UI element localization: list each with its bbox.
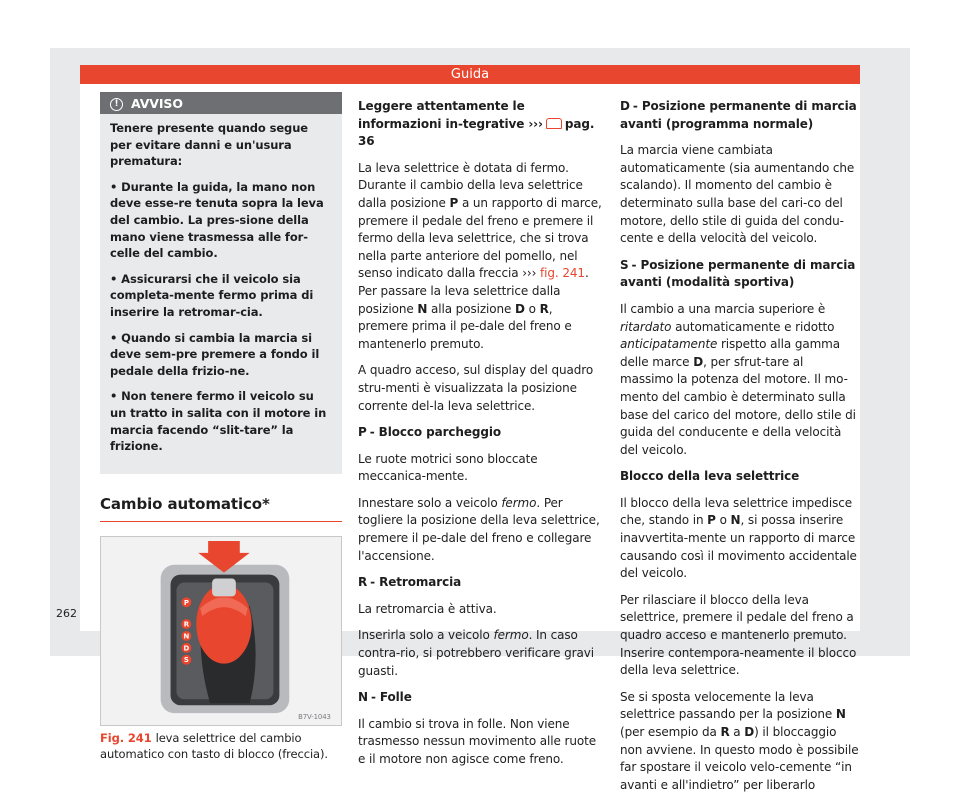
figure-label: Fig. 241: [100, 731, 152, 746]
warning-intro: Tenere presente quando segue per evitare danni e un'usura prematura:: [110, 121, 308, 169]
column-right: [620, 98, 860, 803]
warning-title: AVVISO: [131, 96, 183, 111]
gear-letter: N: [183, 632, 190, 641]
heading-park: P - Blocco parcheggio: [358, 424, 602, 442]
gear-r-glyph: R: [358, 575, 368, 590]
paragraph: Se si sposta velocemente la leva selettrice passando per la posizione N (per esempio da R a D) il bloccaggio non avviene. In questo modo è possibile far spostare il veicolo velo-cemente “in avanti e all'indietro” per liberarlo: [620, 689, 859, 792]
paragraph: Il blocco della leva selettrice impedisce che, stando in P o N, si possa inserire inavvertita-mente un rapporto di marce causando così il movimento accidentale del veicolo.: [620, 495, 857, 581]
warning-header: [100, 94, 342, 114]
gear-letter: P: [183, 599, 189, 608]
paragraph: Innestare solo a veicolo fermo. Per togliere la posizione della leva selettrice, premere il pe-dale del freno e collegare l'accensione.: [358, 495, 600, 563]
heading-reverse: R - Retromarcia: [358, 574, 602, 592]
paragraph: Il cambio si trova in folle. Non viene trasmesso nessun movimento alle ruote e il motore non agisce come freno.: [358, 716, 596, 766]
info-icon: !: [110, 98, 123, 111]
warning-body: [100, 114, 342, 455]
warning-item: • Non tenere fermo il veicolo su un tratto in salita con il motore in marcia facendo “slit-tare” la frizione.: [110, 389, 327, 454]
heading-lever-lock: Blocco della leva selettrice: [620, 469, 800, 484]
gear-p-glyph: P: [358, 425, 367, 440]
gear-letter: R: [183, 620, 189, 629]
paragraph: Per rilasciare il blocco della leva selettrice, premere il pedale del freno a quadro acceso e mantenerlo premuto. Inserire contempora-neamente il blocco della leva selettrice.: [620, 592, 857, 678]
paragraph: Le ruote motrici sono bloccate meccanica-mente.: [358, 451, 538, 484]
book-icon: [546, 118, 562, 129]
intro-heading: Leggere attentamente le informazioni in-tegrative ››› pag. 36: [358, 99, 595, 149]
heading-sport: S - Posizione permanente di marcia avanti (modalità sportiva): [620, 257, 856, 290]
heading-neutral: N - Folle: [358, 689, 602, 707]
warning-item: • Assicurarsi che il veicolo sia completa-mente fermo prima di inserire la retromar-cia.: [110, 271, 314, 319]
figure-caption-text: leva selettrice del cambio automatico con tasto di blocco (freccia).: [100, 731, 328, 762]
gear-letter: D: [183, 644, 190, 653]
gear-selector-illustration: [101, 537, 341, 725]
chapter-header: Guida: [80, 65, 860, 84]
paragraph: Il cambio a una marcia superiore è ritardato automaticamente e ridotto anticipatamente rispetto alla gamma delle marce D, per sfrut-tare al massimo la potenza del motore. Il mo-mento del cambio è determinato sulla base del carico del motore, dello stile di guida del conducente e della velocità del veicolo.: [620, 301, 856, 457]
figure-gear-selector: [100, 536, 342, 726]
paragraph: La marcia viene cambiata automaticamente (sia aumentando che scalando). Il momento del cambio è determinato sulla base del cari-co del motore, dello stile di guida del condu-cente e della velocità del veicolo.: [620, 143, 855, 246]
warning-item: • Quando si cambia la marcia si deve sem-pre premere a fondo il pedale della frizio-ne.: [110, 330, 320, 378]
paragraph: La retromarcia è attiva.: [358, 601, 497, 616]
warning-box: [100, 92, 342, 474]
gear-letter: S: [183, 656, 189, 665]
gear-d-glyph: D: [620, 99, 630, 113]
heading-drive: D - Posizione permanente di marcia avanti (programma normale): [620, 99, 857, 131]
figure-reference-link[interactable]: fig. 241: [540, 266, 585, 281]
column-middle: [358, 98, 602, 778]
figure-caption: [100, 730, 342, 762]
paragraph: Inserirla solo a veicolo fermo. In caso contra-rio, si potrebbero verificare gravi guasti.: [358, 628, 594, 678]
paragraph: A quadro acceso, sul display del quadro stru-menti è visualizzata la posizione corrente del-la leva selettrice.: [358, 363, 594, 413]
gear-n-glyph: N: [358, 690, 368, 705]
gear-s-glyph: S: [620, 257, 629, 272]
figure-code: B7V-1043: [298, 713, 331, 722]
warning-item: • Durante la guida, la mano non deve esse-re tenuta sopra la leva del cambio. La pres-sione della mano viene trasmessa alle for-celle del cambio.: [110, 179, 324, 261]
paragraph: La leva selettrice è dotata di fermo. Durante il cambio della leva selettrice dalla posizione P a un rapporto di marce, premere il pedale del freno e premere il fermo della leva selettrice, che si trova nella parte anteriore del pomello, nel senso indicato dalla freccia ››› fig. 241. Per passare la leva selettrice dalla posizione N alla posizione D o R, premere prima il pe-dale del freno e mantenerlo premuto.: [358, 160, 602, 351]
page-number: 262: [56, 607, 77, 620]
column-left: [100, 92, 342, 762]
section-title: Cambio automatico*: [100, 496, 342, 523]
